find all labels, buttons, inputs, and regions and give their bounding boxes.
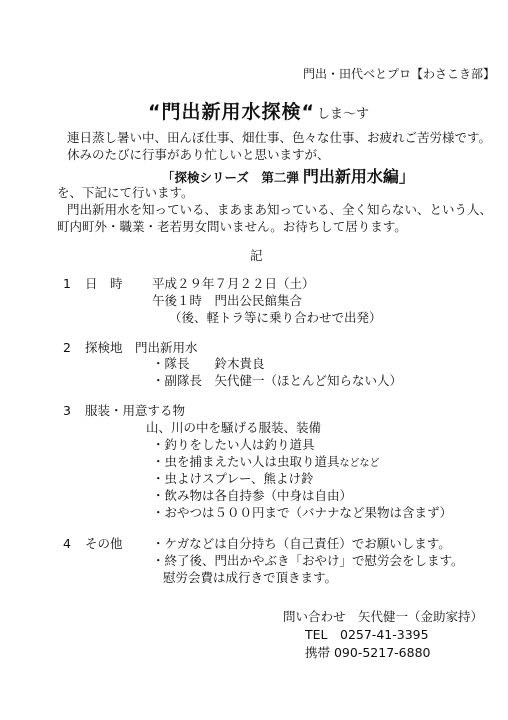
greeting-line-2: 休みのたびに行事があり忙しいと思いますが、 xyxy=(67,147,330,162)
intro-line-3: 町内町外・職業・老若男女問いません。お待ちして居ります。 xyxy=(57,219,407,234)
title-main: “門出新用水探検“ xyxy=(148,101,315,123)
organizer-label: 門出・田代ベとプロ【わさこき部】 xyxy=(303,67,496,81)
list-item-main: ・虫を捕まえたい人は虫取り道具 xyxy=(152,454,340,469)
section-4-number: 4 xyxy=(63,536,71,551)
other-item-3: 慰労会費は成行きで頂きます。 xyxy=(163,570,338,585)
other-item-2: ・終了後、門出かやぶき「おやけ」で慰労会をします。 xyxy=(152,553,464,568)
greeting-line-1: 連日蒸し暑い中、田んぼ仕事、畑仕事、色々な仕事、お疲れご苦労様です。 xyxy=(67,130,492,145)
event-date: 平成２９年７月２２日（土） xyxy=(152,276,315,291)
contact-mobile: 携帯 090-5217-6880 xyxy=(305,645,431,660)
intro-line-1: を、下記にて行います。 xyxy=(57,185,194,200)
section-3-number: 3 xyxy=(63,403,71,418)
intro-line-2: 門出新用水を知っている、まあまあ知っている、全く知らない、という人、 xyxy=(67,202,493,217)
list-item: ・虫よけスプレー、熊よけ鈴 xyxy=(152,471,314,486)
section-4-label: その他 xyxy=(85,536,123,551)
leader-line: ・隊長 鈴木貴良 xyxy=(152,356,265,371)
series-name: 門出新用水編」 xyxy=(302,167,415,186)
page-title xyxy=(148,97,369,124)
section-1-label: 日 時 xyxy=(85,276,123,291)
title-tail: しま～す xyxy=(316,107,369,122)
event-time: 午後１時 門出公民館集合 xyxy=(152,293,303,308)
section-3-label: 服装・用意する物 xyxy=(85,403,186,418)
list-item-small: などなど xyxy=(339,458,380,469)
subleader-line: ・副隊長 矢代健一（ほとんど知らない人） xyxy=(152,373,403,388)
list-item: ・飲み物は各自持参（中身は自由） xyxy=(152,488,353,503)
list-item xyxy=(152,454,380,472)
clothing-intro: 山、川の中を騒げる服装、装備 xyxy=(146,420,322,435)
section-2-label: 探検地 門出新用水 xyxy=(85,340,198,355)
event-note: （後、軽トラ等に乗り合わせで出発） xyxy=(169,310,382,325)
series-label: 「探検シリーズ 第二弾 xyxy=(162,170,299,185)
other-item-1: ・ケガなどは自分持ち（自己責任）でお願いします。 xyxy=(152,536,451,551)
list-item: ・釣りをしたい人は釣り道具 xyxy=(152,437,315,452)
contact-tel: TEL 0257-41-3395 xyxy=(305,627,429,642)
ki-label: 記 xyxy=(250,248,263,263)
series-title xyxy=(162,164,415,187)
contact-label: 問い合わせ 矢代健一（金助家持） xyxy=(283,609,484,624)
section-1-number: 1 xyxy=(63,276,71,291)
list-item: ・おやつは５００円まで（バナナなど果物は含まず） xyxy=(152,505,453,520)
section-2-number: 2 xyxy=(63,340,71,355)
